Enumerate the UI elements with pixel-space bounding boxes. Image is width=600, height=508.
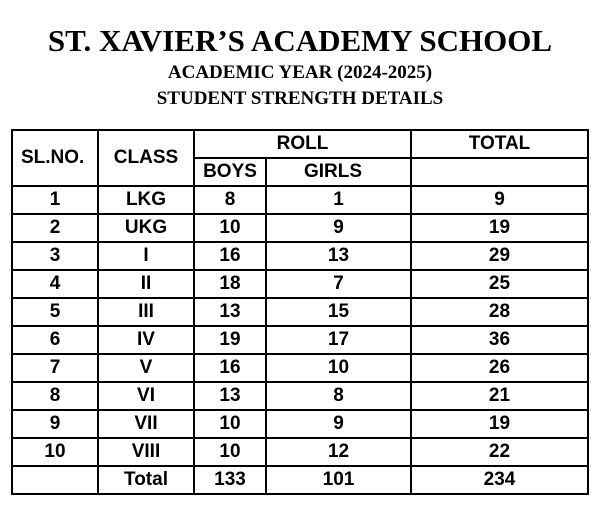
total-cell: 29 <box>411 242 588 270</box>
girls-cell: 9 <box>266 410 411 438</box>
girls-cell: 1 <box>266 186 411 214</box>
girls-cell: 9 <box>266 214 411 242</box>
school-name: ST. XAVIER’S ACADEMY SCHOOL <box>47 23 553 58</box>
total-cell: 19 <box>411 214 588 242</box>
sl-no-cell: 10 <box>12 438 98 466</box>
table-row <box>12 438 588 466</box>
totals-label: Total <box>98 466 194 494</box>
total-cell: 28 <box>411 298 588 326</box>
table-row <box>12 270 588 298</box>
class-cell: LKG <box>98 186 194 214</box>
table-row <box>12 214 588 242</box>
total-subheader-empty <box>411 158 588 186</box>
totals-row <box>12 466 588 494</box>
sl-no-cell: 8 <box>12 382 98 410</box>
sl-no-cell: 7 <box>12 354 98 382</box>
total-cell: 26 <box>411 354 588 382</box>
total-cell: 22 <box>411 438 588 466</box>
sl-no-cell: 1 <box>12 186 98 214</box>
table-row <box>12 242 588 270</box>
sl-no-cell: 3 <box>12 242 98 270</box>
table-row <box>12 298 588 326</box>
sl-no-cell: 9 <box>12 410 98 438</box>
totals-boys: 133 <box>194 466 266 494</box>
boys-cell: 8 <box>194 186 266 214</box>
class-cell: V <box>98 354 194 382</box>
document-subtitle: STUDENT STRENGTH DETAILS <box>156 88 444 109</box>
boys-cell: 16 <box>194 354 266 382</box>
total-cell: 21 <box>411 382 588 410</box>
sl-no-cell: 2 <box>12 214 98 242</box>
girls-cell: 7 <box>266 270 411 298</box>
table-row <box>12 326 588 354</box>
table-row <box>12 382 588 410</box>
table-row <box>12 354 588 382</box>
table-header-row <box>12 130 588 158</box>
boys-cell: 10 <box>194 410 266 438</box>
girls-cell: 15 <box>266 298 411 326</box>
class-cell: VII <box>98 410 194 438</box>
totals-sl-empty <box>12 466 98 494</box>
class-cell: VIII <box>98 438 194 466</box>
total-cell: 25 <box>411 270 588 298</box>
class-cell: III <box>98 298 194 326</box>
sl-no-cell: 4 <box>12 270 98 298</box>
total-cell: 36 <box>411 326 588 354</box>
total-cell: 9 <box>411 186 588 214</box>
class-cell: II <box>98 270 194 298</box>
class-cell: I <box>98 242 194 270</box>
girls-cell: 17 <box>266 326 411 354</box>
student-strength-table <box>11 129 589 495</box>
class-cell: VI <box>98 382 194 410</box>
girls-cell: 8 <box>266 382 411 410</box>
table-row <box>12 410 588 438</box>
totals-girls: 101 <box>266 466 411 494</box>
class-cell: UKG <box>98 214 194 242</box>
boys-cell: 13 <box>194 298 266 326</box>
sl-no-cell: 5 <box>12 298 98 326</box>
class-cell: IV <box>98 326 194 354</box>
girls-cell: 13 <box>266 242 411 270</box>
boys-cell: 10 <box>194 438 266 466</box>
total-header: TOTAL <box>411 130 588 158</box>
boys-cell: 10 <box>194 214 266 242</box>
boys-cell: 16 <box>194 242 266 270</box>
boys-cell: 19 <box>194 326 266 354</box>
roll-header: ROLL <box>194 130 411 158</box>
girls-cell: 12 <box>266 438 411 466</box>
sl-no-header: SL.NO. <box>12 130 98 186</box>
boys-cell: 13 <box>194 382 266 410</box>
boys-header: BOYS <box>194 158 266 186</box>
sl-no-cell: 6 <box>12 326 98 354</box>
boys-cell: 18 <box>194 270 266 298</box>
grand-total: 234 <box>411 466 588 494</box>
girls-cell: 10 <box>266 354 411 382</box>
girls-header: GIRLS <box>266 158 411 186</box>
class-header: CLASS <box>98 130 194 186</box>
total-cell: 19 <box>411 410 588 438</box>
academic-year: ACADEMIC YEAR (2024-2025) <box>167 62 433 83</box>
table-row <box>12 186 588 214</box>
